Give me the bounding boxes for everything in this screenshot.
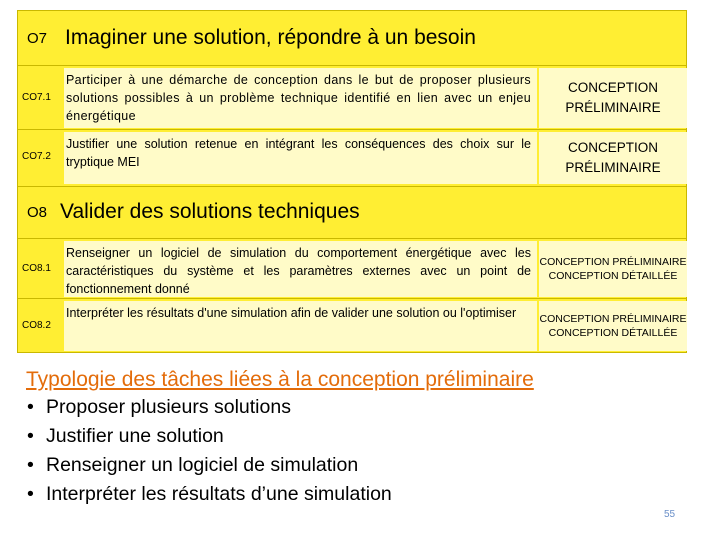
competency-row	[17, 299, 687, 353]
phase-label: CONCEPTION DÉTAILLÉE	[548, 270, 678, 282]
section-header-o8	[17, 187, 687, 239]
typology-list	[26, 393, 666, 509]
competency-code: CO7.1	[22, 92, 51, 103]
competency-code: CO7.2	[22, 151, 51, 162]
phase-label: PRÉLIMINAIRE	[565, 100, 661, 115]
list-item: • Justifier une solution	[26, 422, 666, 451]
section-title: Imaginer une solution, répondre à un besoin	[65, 26, 476, 49]
section-header-o7	[17, 10, 687, 66]
section-code: O7	[27, 30, 48, 47]
phase-label: CONCEPTION PRÉLIMINAIRE	[539, 256, 687, 268]
competency-description: Interpréter les résultats d'une simulation afin de valider une solution ou l'optimiser	[64, 301, 537, 351]
list-item: • Renseigner un logiciel de simulation	[26, 451, 666, 480]
competency-code: CO8.2	[22, 320, 51, 331]
competency-description: Renseigner un logiciel de simulation du comportement énergétique avec les caractéristiques du système et les paramètres externes avec un point de fonctionnement donné	[64, 241, 537, 297]
section-title: Valider des solutions techniques	[60, 200, 360, 223]
list-item: • Interpréter les résultats d’une simulation	[26, 480, 666, 509]
list-item: • Proposer plusieurs solutions	[26, 393, 666, 422]
competency-description: Justifier une solution retenue en intégrant les conséquences des choix sur le tryptique MEI	[64, 132, 537, 184]
competency-row	[17, 66, 687, 130]
phase-label: CONCEPTION	[567, 140, 658, 155]
phase-cell	[539, 301, 687, 351]
competency-row	[17, 239, 687, 299]
competency-row	[17, 130, 687, 187]
phase-label: CONCEPTION	[567, 80, 658, 95]
phase-cell	[539, 241, 687, 297]
competency-code: CO8.1	[22, 263, 51, 274]
page-number: 55	[664, 509, 676, 520]
phase-label: PRÉLIMINAIRE	[565, 160, 661, 175]
phase-cell	[539, 132, 687, 184]
phase-label: CONCEPTION PRÉLIMINAIRE	[539, 313, 687, 325]
competency-description: Participer à une démarche de conception dans le but de proposer plusieurs solutions possibles à un problème technique identifié en lien avec un enjeu énergétique	[64, 68, 537, 128]
section-code: O8	[27, 204, 48, 221]
phase-cell	[539, 68, 687, 128]
typology-section	[26, 366, 666, 509]
phase-label: CONCEPTION DÉTAILLÉE	[548, 327, 678, 339]
typology-title: Typologie des tâches liées à la conception préliminaire	[26, 368, 534, 391]
